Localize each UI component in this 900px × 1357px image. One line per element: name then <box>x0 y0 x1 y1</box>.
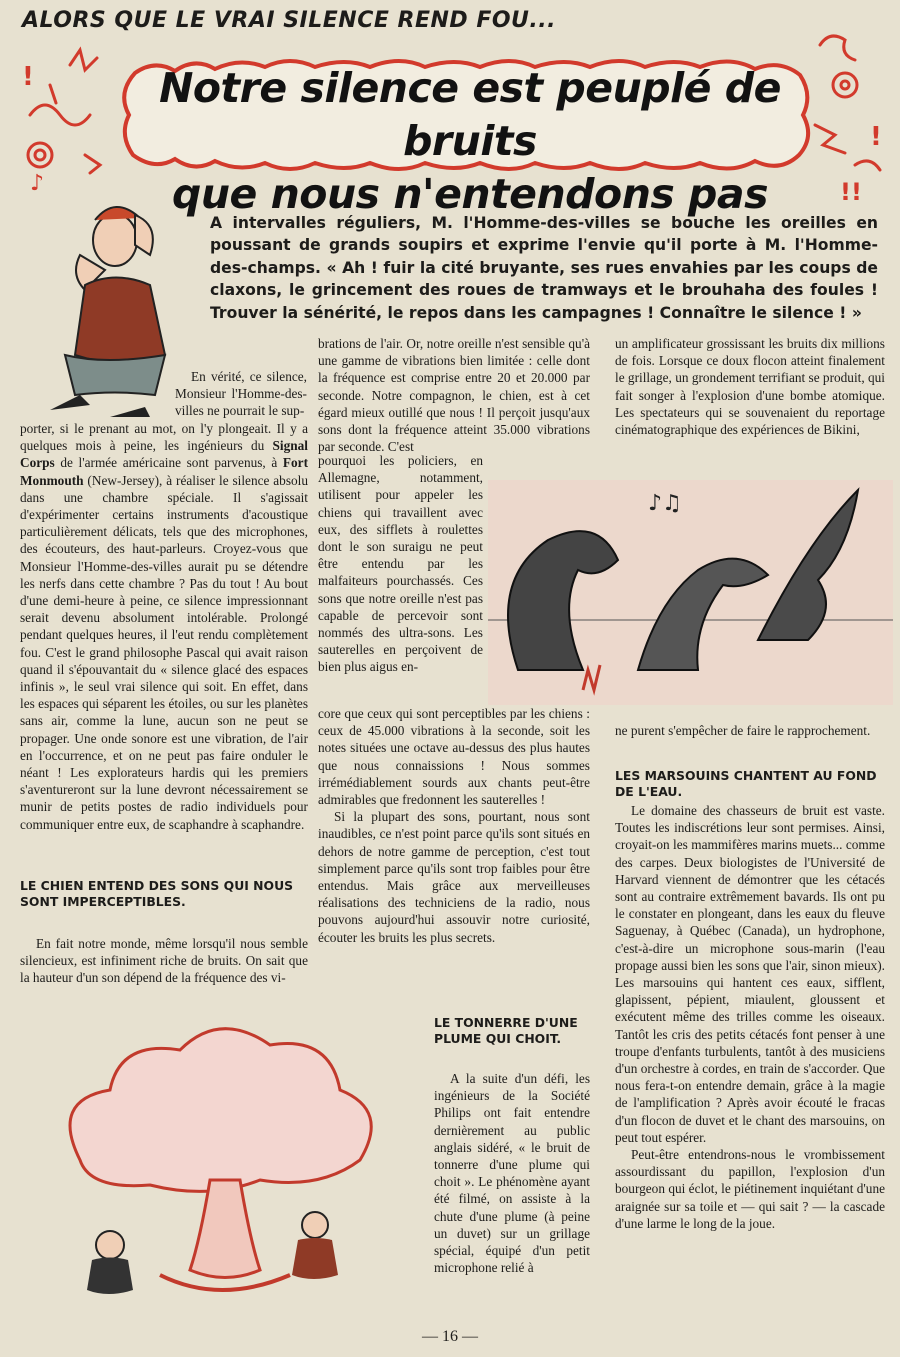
svg-text:♪: ♪ <box>30 171 45 195</box>
col2-paragraph-d: A la suite d'un défi, les ingénieurs de la Société Philips ont fait entendre dernièrement au public anglais sidéré, « le bruit de tonnerre d'une plume qui choit ». Le phénomène ayant été filmé, on assiste à la chute d'une plume (à peine un duvet) sur un grillage spécial, équipé d'un petit microphone relié à <box>434 1071 590 1276</box>
col3-paragraph-a: un amplificateur grossissant les bruits dix millions de fois. Lorsque ce doux flocon atteint finalement le grillage, un grondement terrifiant se produit, qui fait songer à l'explosion d'une bombe atomique. Les spectateurs qui se souvenaient du reportage cinématographique des expériences de Bikini, <box>615 336 885 438</box>
svg-text:!!: !! <box>840 178 862 205</box>
svg-text:!: ! <box>22 62 34 92</box>
section-heading-marsouins: LES MARSOUINS CHANTENT AU FOND DE L'EAU. <box>615 768 877 799</box>
col1-paragraph-a: En vérité, ce silence, Monsieur l'Homme-des-villes ne pourrait le sup- <box>175 369 307 419</box>
page-number: — 16 — <box>422 1328 478 1345</box>
noise-doodles-left <box>10 45 120 195</box>
section-heading-tonnerre: LE TONNERRE D'UNE PLUME QUI CHOIT. <box>434 1015 578 1046</box>
col2-paragraph-c <box>318 705 590 946</box>
col1-text: (New-Jersey), à réaliser le silence absolu dans une chambre spéciale. Il s'agissait d'expérimenter certains instruments d'acoustique particulièrement délicats, tels que des microphones, des écouteurs, des haut-parleurs. Croyez-vous que Monsieur l'Homme-des-villes aurait pu se détendre les nerfs dans cette chambre ? Pas du tout ! Au bout d'une demi-heure à peine, ce silence impressionnant serait devenu absolument intolérable. Prolongé pendant quelques heures, il l'eut rendu complètement fou. C'est le grand philosophe Pascal qui avait raison quand il s'épouvantait du « silence glacé des espaces infinis », le seul vrai silence qui soit. En effet, dans les espaces qui séparent les étoiles, ou sur les planètes sans air, comme la lune, aucun son ne peut se propager. Une onde sonore est une vibration, de l'air en l'occurrence, et on ne peut pas faire onduler le néant ! Les explorateurs hardis qui les premiers s'aventureront sur la lune devront nécessairement se munir de petits postes de radio individuels pour communiquer entre eux, de scaphandre à scaphandre. <box>20 472 308 832</box>
col3-paragraph-c <box>615 802 885 1232</box>
col1-text: de l'armée américaine sont parvenus, à <box>54 455 283 471</box>
col1-text: porter, si le prenant au mot, on l'y plongeait. Il y a quelques mois à peine, les ingénieurs du <box>20 421 308 454</box>
kicker: ALORS QUE LE VRAI SILENCE REND FOU... <box>22 8 556 33</box>
svg-text:♪♫: ♪♫ <box>648 491 682 516</box>
illustration-explosion <box>40 1010 420 1310</box>
col2-text: core que ceux qui sont perceptibles par les chiens : ceux de 45.000 vibrations à la seconde, soit les notes situées une octave au-dessus des plus hautes que nous connaissions ! Nous sommes irrémédiablement sourds aux chants peut-être admirables que fredonnent les sauterelles ! <box>318 706 590 808</box>
col2-paragraph-b: pourquoi les policiers, en Allemagne, notamment, utilisent pour appeler les chiens qui travaillent avec eux, des sifflets à roulettes dont le son suraigu ne peut être entendu par les malfaiteurs pourchassés. Ces sons que notre oreille n'est pas capable de percevoir sont nommés des ultra-sons. Les sauterelles en perçoivent de bien plus aigus en- <box>318 453 483 675</box>
fort-monmouth-bold: Fort Monmouth <box>20 455 308 488</box>
signal-corps-bold: Signal Corps <box>20 438 308 471</box>
page-title <box>120 62 820 221</box>
title-line-2: que nous n'entendons pas <box>172 170 768 218</box>
col1-paragraph-b <box>20 420 308 833</box>
col3-text: Le domaine des chasseurs de bruit est vaste. Toutes les indiscrétions leur sont permises. Ainsi, croyait-on les mammifères marins muets... comme des carpes. Deux biologistes de l'Université de Harvard viennent de démontrer que les cétacés sont au contraire extrêmement bavards. Ils ont pu le constater en plongeant, dans les eaux du fleuve Saguenay, à Québec (Canada), un hydrophone, c'est-à-dire un microphone sous-marin (l'eau propage aussi bien les sons que l'air, sinon mieux). Les marsouins qui hantent ces eaux, sifflent, glapissent, pépient, miaulent, gloussent et exécutent même des trilles comme les oiseaux. Tantôt les cris des petits cétacés font penser à une troupe d'enfants turbulents, tantôt à des musiciens d'un orchestre à cordes, en train de s'accorder. Que nous fera-t-on entendre demain, grâce à la magie de l'amplification ? Après avoir écouté le fracas d'un flocon de duvet et le chant des marsouins, on peut tout espérer. <box>615 803 885 1145</box>
col3-text: Peut-être entendrons-nous le vrombissement assourdissant du papillon, l'explosion d'un bourgeon qui éclot, le piétinement inquiétant d'une araignée sur sa toile et — qui sait ? — la cascade d'une larme le long de la joue. <box>615 1147 885 1231</box>
intro-paragraph: A intervalles réguliers, M. l'Homme-des-villes se bouche les oreilles en poussant de grands soupirs et exprime l'envie qu'il porte à M. l'Homme-des-champs. « Ah ! fuir la cité bruyante, ses rues envahies par les coups de claxons, le grincement des roues de tramways et le brouhaha des foules ! Trouver la sénérité, le repos dans les campagnes ! Connaître le silence ! » <box>210 214 878 322</box>
title-line-1: Notre silence est peuplé de bruits <box>159 64 781 165</box>
section-heading-chien: LE CHIEN ENTEND DES SONS QUI NOUS SONT IMPERCEPTIBLES. <box>20 878 294 909</box>
col2-paragraph-a: brations de l'air. Or, notre oreille n'est sensible qu'à une gamme de vibrations bien limitée : celle dont la fréquence est comprise entre 20 et 20.000 par seconde. Notre compagnon, le chien, est à cet égard mieux outillé que nous ! Il perçoit jusqu'aux sons dont la fréquence atteint 35.000 vibrations par seconde. C'est <box>318 336 590 455</box>
illustration-porpoises <box>488 470 893 715</box>
col1-paragraph-c: En fait notre monde, même lorsqu'il nous semble silencieux, est infiniment riche de bruits. On sait que la hauteur d'un son dépend de la fréquence des vi- <box>20 936 308 986</box>
col3-paragraph-b: ne purent s'empêcher de faire le rapprochement. <box>615 723 871 738</box>
svg-text:!: ! <box>870 122 882 152</box>
col2-text: Si la plupart des sons, pourtant, nous sont inaudibles, ce n'est point parce qu'ils sont situés en dehors de notre gamme de perception, c'est tout simplement parce qu'ils sont trop faibles pour être entendus. Mais grâce aux merveilleuses réalisations des techniciens de la radio, nous pouvons aujourd'hui assouvir notre curiosité, écouter les bruits les plus secrets. <box>318 809 590 945</box>
